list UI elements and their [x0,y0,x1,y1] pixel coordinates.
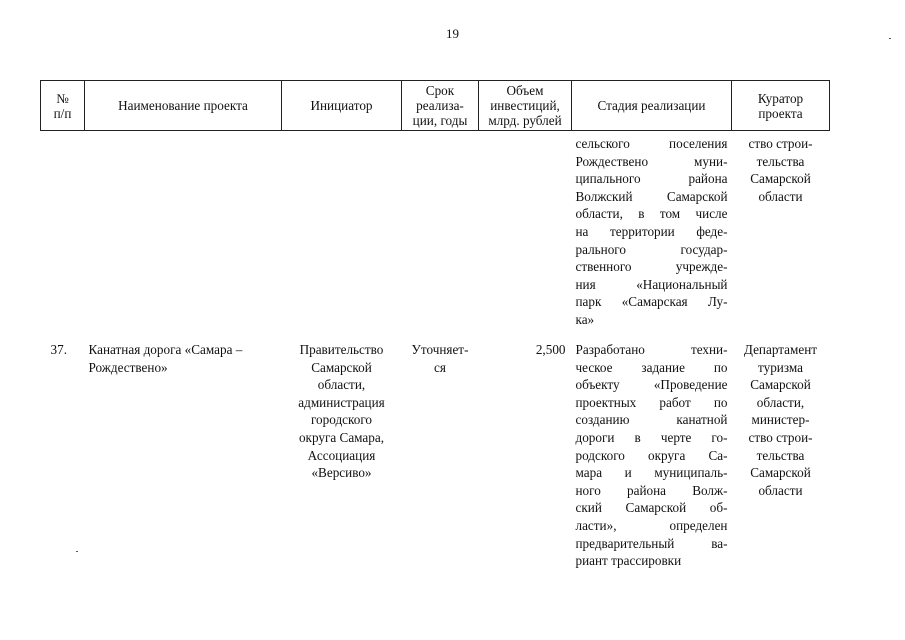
cell-stage [572,329,732,570]
scan-speck [76,551,78,552]
cell-line: проектных работ по [575,394,728,410]
cell-line: риант трассировки [575,553,682,569]
page-number: 19 [446,26,459,41]
projects-table [40,80,830,570]
cell-line: Самарской [750,465,811,481]
cell-line: Департамент [743,342,818,357]
cell-line: Объем [506,83,544,98]
cell-line: области, [317,377,366,393]
cell-line: Волжский Самарской [575,188,728,204]
cell-line: области [758,188,803,204]
cell-line: Наименование проекта [118,98,248,113]
cell-line: ласти», определен [575,517,728,533]
cell-line: созданию канатной [575,412,728,428]
cell-line: области, [756,394,805,410]
cell-line: на территории феде- [575,223,728,239]
cell-line: Рождествено» [88,359,168,375]
cell-line: Рождествено муни- [575,153,728,169]
cell-line: ния «Национальный [575,276,728,292]
header-project-name [85,81,282,131]
cell-line: Канатная дорога «Самара – [88,342,243,357]
cell-line: ся [434,359,446,375]
cell-line: ство строи- [748,136,813,151]
header-initiator [282,81,402,131]
cell-line: области, в том числе [575,206,728,222]
header-investment [479,81,572,131]
cell-line: ство строи- [748,429,813,445]
cell-initiator [282,131,402,330]
cell-line: проекта [758,105,803,121]
cell-line: Срок [425,83,455,98]
cell-name [85,329,282,570]
header-term [402,81,479,131]
cell-line: Правительство [299,342,384,357]
cell-line: Уточняет- [411,342,469,357]
table-header [41,81,830,131]
cell-line: Куратор [757,90,804,106]
table-row-continuation [41,131,830,330]
cell-line: области [758,482,803,498]
cell-line: Самарской [750,171,811,187]
header-stage [572,81,732,131]
cell-initiator [282,329,402,570]
cell-line: «Версиво» [311,465,372,481]
cell-line: тельства [756,447,805,463]
cell-line: Стадия реализации [597,98,706,113]
cell-investment: 2,500 [535,342,566,357]
cell-line: ципального района [575,171,728,187]
cell-line: млрд. рублей [488,113,562,128]
header-row [41,81,830,131]
cell-line: Инициатор [310,98,373,113]
cell-line: городского [310,412,373,428]
cell-line: родского округа Са- [575,447,728,463]
cell-line: парк «Самарская Лу- [575,294,728,310]
cell-line: Ассоциация [307,447,376,463]
cell-line: ка» [575,311,595,327]
cell-stage [572,131,732,330]
cell-line: Разработано техни- [575,342,728,357]
cell-term [402,329,479,570]
cell-line: ного района Волж- [575,482,728,498]
cell-line: реализа- [416,98,464,113]
cell-num: 37. [50,342,67,357]
cell-line: п/п [53,105,72,121]
scan-speck [889,38,891,39]
cell-line: объекту «Проведение [575,377,728,393]
table-row-37 [41,329,830,570]
cell-line: администрация [298,394,385,410]
header-curator [732,81,830,131]
cell-line: дороги в черте го- [575,429,728,445]
cell-line: туризма [758,359,803,375]
cell-num [41,131,85,330]
cell-line: ский Самарской об- [575,500,728,516]
header-num [41,81,85,131]
cell-line: министер- [751,412,810,428]
cell-line: предварительный ва- [575,535,728,551]
cell-name [85,131,282,330]
cell-investment [479,131,572,330]
cell-line: округа Самара, [298,429,385,445]
cell-line: рального государ- [575,241,728,257]
cell-term [402,131,479,330]
cell-line: Самарской [750,377,811,393]
cell-line: Самарской [311,359,372,375]
cell-curator [732,131,830,330]
cell-line: инвестиций, [490,98,560,113]
cell-line: мара и муниципаль- [575,465,728,481]
cell-line: № [56,90,69,106]
cell-line: ческое задание по [575,359,728,375]
cell-line: ственного учрежде- [575,259,728,275]
cell-line: сельского поселения [575,136,728,151]
cell-curator [732,329,830,570]
cell-line: тельства [756,153,805,169]
cell-line: ции, годы [412,113,468,128]
